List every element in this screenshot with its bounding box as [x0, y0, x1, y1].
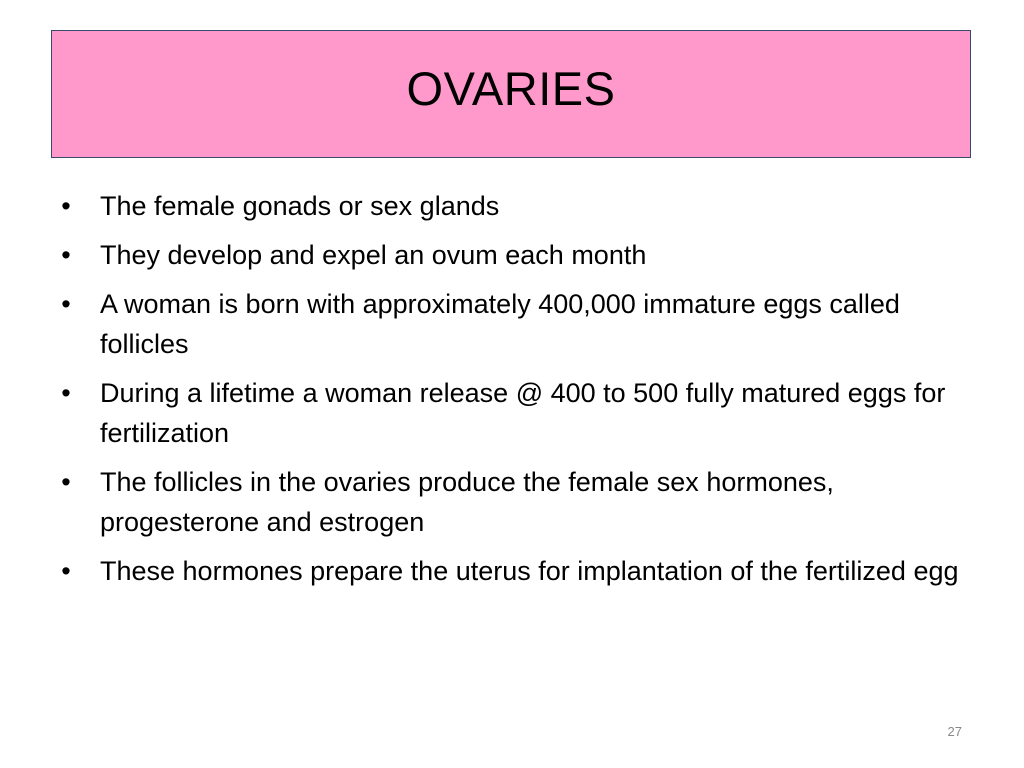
bullet-text: During a lifetime a woman release @ 400 to 500 fully matured eggs for fertilization: [100, 378, 946, 448]
bullet-item: [56, 462, 976, 542]
bullet-text: They develop and expel an ovum each month: [100, 240, 647, 270]
page-number: 27: [947, 724, 962, 739]
title-banner: [51, 30, 971, 158]
bullet-item: [56, 373, 976, 453]
bullet-text: These hormones prepare the uterus for implantation of the fertilized egg: [100, 556, 959, 586]
bullet-icon: •: [61, 240, 71, 270]
bullet-text: A woman is born with approximately 400,000 immature eggs called follicles: [100, 289, 900, 359]
bullet-icon: •: [61, 378, 71, 408]
bullet-icon: •: [61, 191, 71, 221]
bullet-icon: •: [61, 289, 71, 319]
bullet-item: [56, 186, 976, 226]
bullet-item: [56, 284, 976, 364]
bullet-icon: •: [61, 556, 71, 586]
bullet-item: [56, 545, 976, 597]
bullet-item: [56, 235, 976, 275]
slide-title: OVARIES: [406, 61, 616, 115]
bullet-text: The follicles in the ovaries produce the female sex hormones, progesterone and estrogen: [100, 467, 834, 537]
bullet-list: [56, 186, 976, 606]
bullet-text: The female gonads or sex glands: [100, 191, 500, 221]
bullet-icon: •: [61, 467, 71, 497]
